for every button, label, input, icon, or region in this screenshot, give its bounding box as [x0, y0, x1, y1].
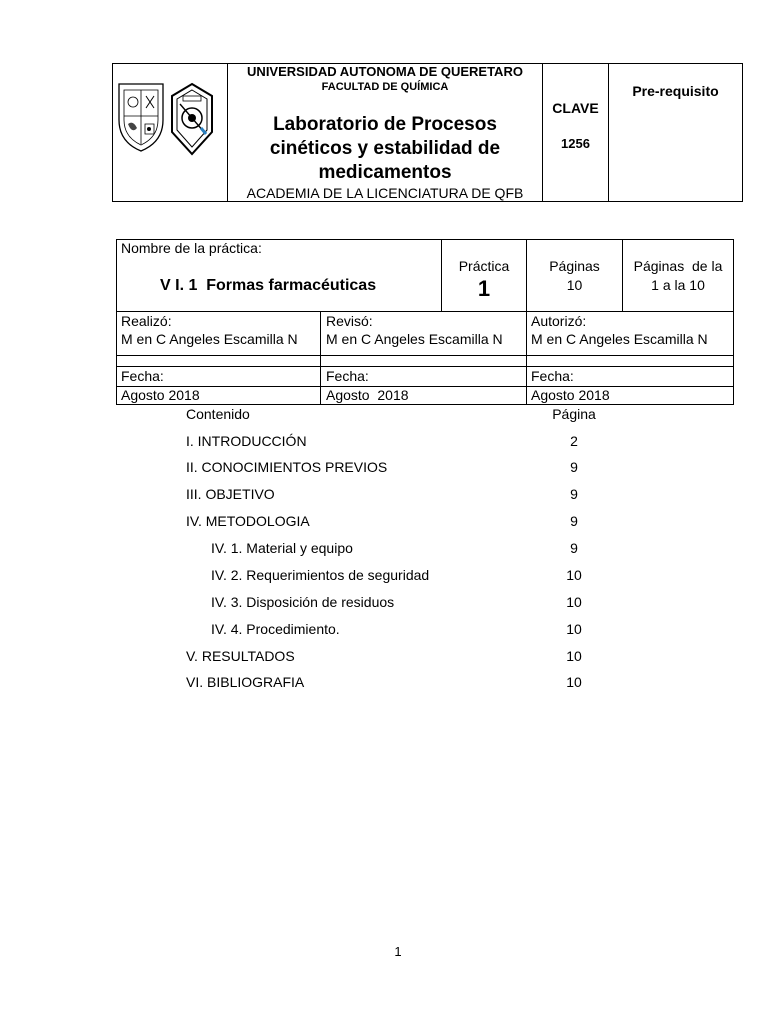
fecha-label-1: Fecha: [121, 368, 164, 384]
clave-label: CLAVE [552, 100, 599, 116]
university-name: UNIVERSIDAD AUTONOMA DE QUERETARO [247, 64, 523, 79]
lab-title-line3: medicamentos [318, 162, 452, 183]
university-seal-logo [116, 80, 166, 154]
toc-item-page: 9 [570, 486, 578, 502]
fecha-value-3: Agosto 2018 [531, 387, 610, 403]
toc-page-header: Página [552, 406, 596, 422]
toc-item-label[interactable]: II. CONOCIMIENTOS PREVIOS [186, 459, 388, 475]
faculty-chemistry-logo [168, 82, 216, 156]
clave-value: 1256 [561, 136, 590, 151]
fecha-label-3: Fecha: [531, 368, 574, 384]
reviso-label: Revisó: [326, 313, 373, 329]
toc-item-page: 10 [566, 567, 582, 583]
realizo-value: M en C Angeles Escamilla N [121, 331, 298, 347]
toc-item-label[interactable]: III. OBJETIVO [186, 486, 275, 502]
fecha-label-2: Fecha: [326, 368, 369, 384]
toc-item-page: 9 [570, 540, 578, 556]
paginas-value: 10 [566, 277, 583, 293]
toc-item-page: 10 [566, 594, 582, 610]
paginas-range-line1: Páginas de la [633, 258, 723, 274]
toc-item-label[interactable]: IV. 3. Disposición de residuos [211, 594, 395, 610]
fecha-value-1: Agosto 2018 [121, 387, 200, 403]
lab-title-line2: cinéticos y estabilidad de [269, 138, 501, 159]
toc-item-label[interactable]: VI. BIBLIOGRAFIA [186, 674, 305, 690]
autorizo-value: M en C Angeles Escamilla N [531, 331, 708, 347]
toc-item-page: 10 [566, 674, 582, 690]
realizo-label: Realizó: [121, 313, 172, 329]
practice-name-value: V I. 1 Formas farmacéuticas [160, 277, 377, 294]
academy-name: ACADEMIA DE LA LICENCIATURA DE QFB [246, 185, 524, 201]
paginas-range-line2: 1 a la 10 [651, 277, 705, 293]
practica-number: 1 [477, 276, 491, 301]
page-number: 1 [394, 944, 402, 959]
practice-name-label: Nombre de la práctica: [121, 240, 262, 256]
toc-item-page: 9 [570, 459, 578, 475]
toc-item-page: 10 [566, 621, 582, 637]
toc-item-page: 10 [566, 648, 582, 664]
toc-item-label[interactable]: I. INTRODUCCIÓN [186, 433, 307, 449]
prerequisite-label: Pre-requisito [632, 83, 719, 99]
toc-item-label[interactable]: IV. 4. Procedimiento. [211, 621, 340, 637]
practica-label: Práctica [458, 258, 510, 274]
toc-item-label[interactable]: IV. METODOLOGIA [186, 513, 310, 529]
autorizo-label: Autorizó: [531, 313, 587, 329]
paginas-label: Páginas [549, 258, 600, 274]
toc-title: Contenido [186, 406, 250, 422]
toc-item-label[interactable]: V. RESULTADOS [186, 648, 295, 664]
fecha-value-2: Agosto 2018 [326, 387, 409, 403]
lab-title-line1: Laboratorio de Procesos [273, 114, 497, 135]
toc-item-label[interactable]: IV. 1. Material y equipo [211, 540, 353, 556]
faculty-name: FACULTAD DE QUÍMICA [321, 81, 449, 93]
reviso-value: M en C Angeles Escamilla N [326, 331, 503, 347]
toc-item-page: 9 [570, 513, 578, 529]
toc-item-label[interactable]: IV. 2. Requerimientos de seguridad [211, 567, 430, 583]
toc-item-page: 2 [570, 433, 578, 449]
